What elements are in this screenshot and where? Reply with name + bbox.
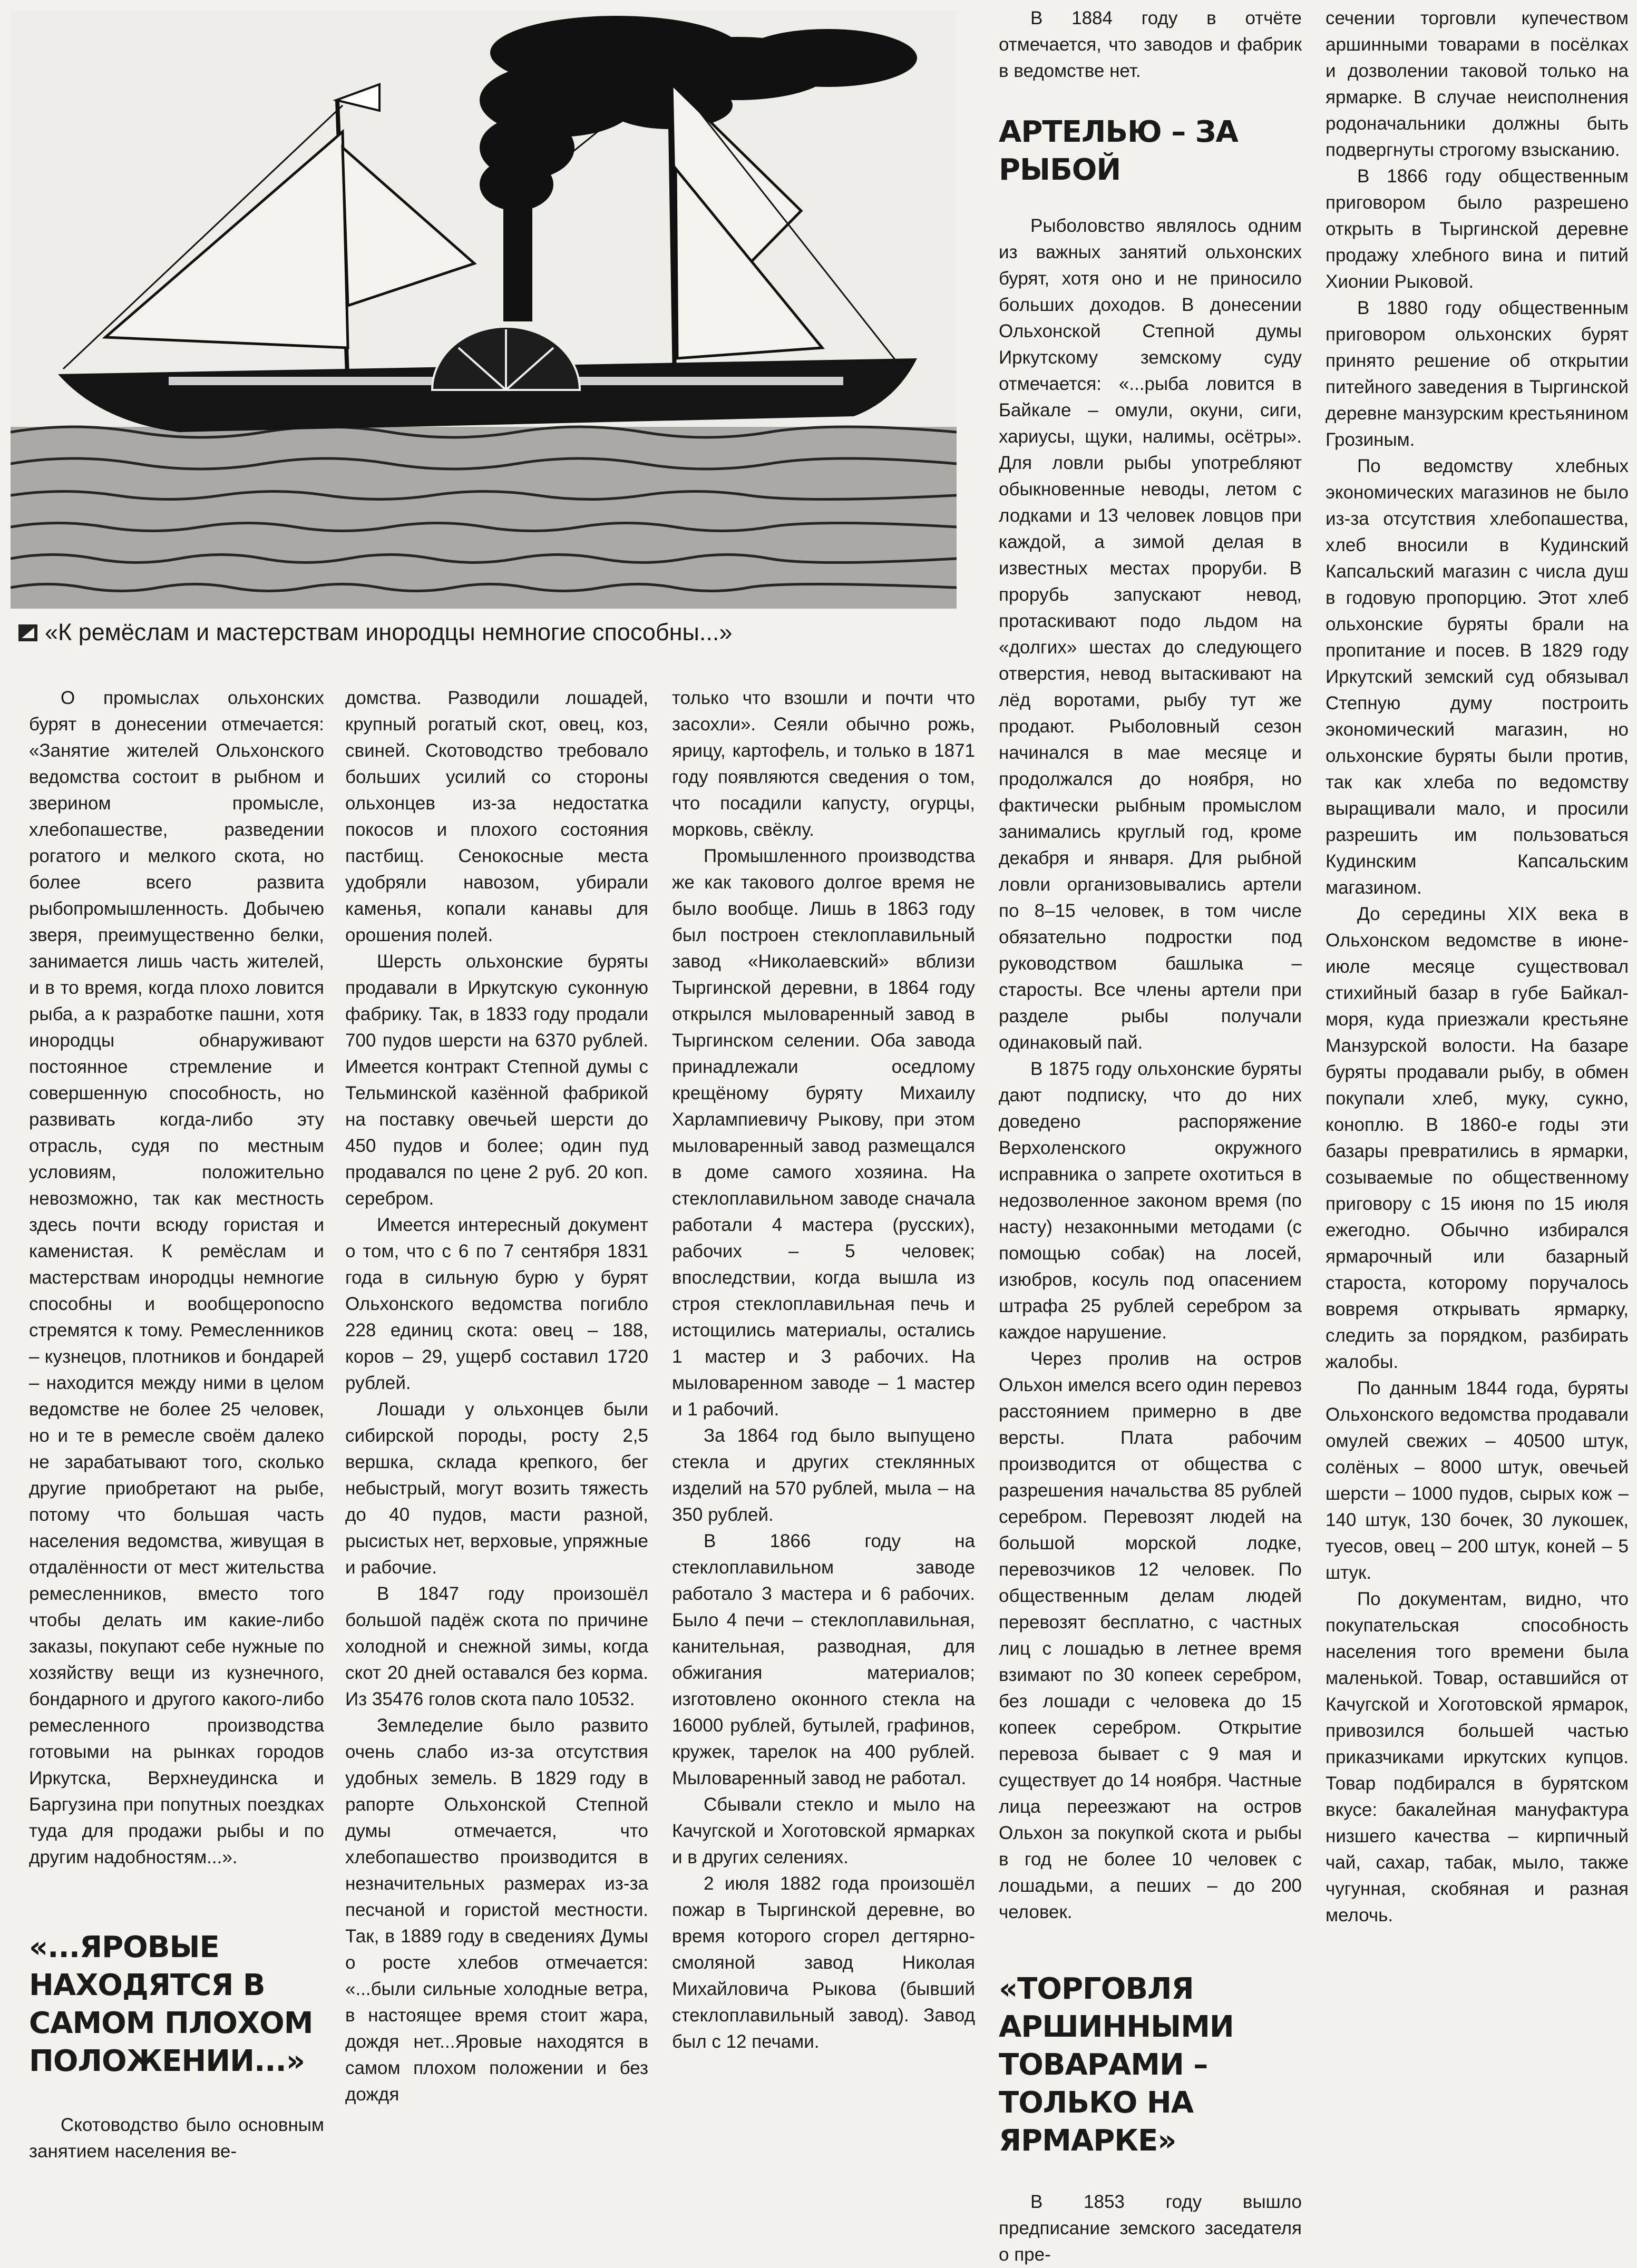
illustration-caption: [18, 617, 957, 648]
col3-paragraph: 2 июля 1882 года произошёл пожар в Тыргинской деревне, во время которого сгорел дегтярно-смоляной завод Николая Михайловича Рыкова (бывший стеклоплавильный завод). Завод был с 12 печами.: [672, 1873, 975, 2052]
col3-paragraph: За 1864 год было выпущено стекла и других стеклянных изделий на 570 рублей, мыла – на 350 рублей.: [672, 1425, 975, 1525]
col2-paragraph: В 1847 году произошёл большой падёж скота по причине холодной и снежной зимы, когда скот 20 дней оставался без корма. Из 35476 голов скота пало 10532.: [345, 1583, 648, 1709]
col5-paragraph: В 1866 году общественным приговором было разрешено открыть в Тыргинской деревне продажу хлебного вина и питий Хионии Рыковой.: [1326, 166, 1629, 292]
col3-paragraph: Промышленного производства же как такового долгое время не было вообще. Лишь в 1863 году был построен стеклоплавильный завод «Николаевский» вблизи Тыргинской деревни, в 1864 году открылся мыловаренный завод в Тыргинском селении. Оба завода принадлежали оседлому крещёному буряту Михаилу Харлампиевичу Рыкову, при этом мыловаренный завод размещался в доме самого хозяина. На стеклоплавильном заводе сначала работали 4 мастера (русских), рабочих – 5 человек; впоследствии, когда вышла из строя стеклоплавильная печь и истощились материалы, остались 1 мастер и 3 рабочих. На мыловаренном заводе – 1 мастер и 1 рабочий.: [672, 846, 975, 1420]
col2-paragraph: домства. Разводили лошадей, крупный рогатый скот, овец, коз, свиней. Скотоводство требовало больших усилий со стороны ольхонцев из-за недостатка покосов и плохого состояния пастбищ. Сенокосные места удобряли навозом, убирали каменья, копали канавы для орошения полей.: [345, 688, 648, 945]
col4-intro: В 1884 году в отчёте отмечается, что заводов и фабрик в ведомстве нет.: [999, 8, 1302, 81]
steamship-illustration: [11, 11, 957, 609]
pennant: [336, 84, 379, 111]
column-1: [29, 685, 324, 2165]
col2-paragraph: Земледелие было развито очень слабо из-за отсутствия удобных земель. В 1829 году в рапорте Ольхонской Степной думы отмечается, что хлебопашество производится в незначительных размерах из-за песчаной и гористой местности. Так, в 1889 году в сведениях Думы о росте хлебов отмечается: «...были сильные холодные ветра, в настоящее время стоит жара, дождя нет...Яровые находятся в самом плохом положении и без дождя: [345, 1715, 648, 2105]
steamship-drawing: [11, 11, 957, 609]
caption-marker-icon: [18, 624, 37, 641]
col4-paragraph: Рыболовство являлось одним из важных занятий ольхонских бурят, хотя оно и не приносило больших доходов. В донесении Ольхонской Степной думы Иркутскому земскому суду отмечается: «...рыба ловится в Байкале – омули, окуни, сиги, хариусы, щуки, налимы, осётры». Для ловли рыбы употребляют обыкновенные неводы, летом с лодками и 13 человек ловцов при каждой, а зимой делая в известных местах проруби. В прорубь запускают невод, протаскивают подо льдом на «долгих» шестах до следующего отверстия, невод вытаскивают на лёд воротами, рыбу тут же продают. Рыболовный сезон начинался в мае месяце и продолжался до ноября, но фактически рыбным промыслом занимались круглый год, кроме декабря и января. Для рыбной ловли организовывались артели по 8–15 человек, в том числе обязательно подростки под руководством башлыка – старосты. Все члены артели при разделе рыбы получали одинаковый пай.: [999, 216, 1302, 1053]
col3-paragraph: только что взошли и почти что засохли». Сеяли обычно рожь, ярицу, картофель, и только в 1871 году появляются сведения о том, что посадили капусту, огурцы, морковь, свёклу.: [672, 688, 975, 840]
column-2: [345, 685, 648, 2108]
col4-paragraph: Через пролив на остров Ольхон имелся всего один перевоз расстоянием примерно в две версты. Плата рабочим производится от общества с разрешения начальства 85 рублей серебром. Перевозят людей на большой морской лодке, перевозчиков 12 человек. По общественным делам людей перевозят бесплатно, с частных лиц с лошадью в летнее время взимают по 30 копеек серебром, без лошади с человека до 15 копеек серебром. Открытие перевоза бывает с 9 мая и существует до 14 ноября. Частные лица переезжают на остров Ольхон за покупкой скота и рыбы в год не более 10 человек с лошадьми, а пеших – до 200 человек.: [999, 1348, 1302, 1922]
col4-heading-2: «ТОРГОВЛЯ АРШИННЫМИ ТОВАРАМИ – ТОЛЬКО НА ЯРМАРКЕ»: [999, 1972, 1234, 2158]
funnel: [503, 184, 532, 321]
sails: [105, 84, 822, 358]
col2-paragraph: Шерсть ольхонские буряты продавали в Иркутскую суконную фабрику. Так, в 1833 году продали 700 пудов шерсти на 6370 рублей. Имеется контракт Степной думы с Тельминской казённой фабрикой на поставку овечьей шерсти до 450 пудов и более; один пуд продавался по цене 2 руб. 20 коп. серебром.: [345, 951, 648, 1209]
col5-paragraph: По ведомству хлебных экономических магазинов не было из-за отсутствия хлебопашества, хлеб вносили в Кудинский Капсальский магазин с числа душ в годовую пропорцию. Этот хлеб ольхонские буряты брали на пропитание и посев. В 1829 году Иркутский земский суд обязывал Степную думу построить экономический магазин, но ольхонские буряты были против, так как хлеба по ведомству выращивали мало, и просили разрешить им пользоваться Кудинским Капсальским магазином.: [1326, 456, 1629, 898]
col5-paragraph: В 1880 году общественным приговором ольхонских бурят принято решение об открытии питейного заведения в Тыргинской деревне манзурским крестьянином Грозиным.: [1326, 298, 1629, 450]
col3-paragraph: Сбывали стекло и мыло на Качугской и Хоготовской ярмарках и в других селениях.: [672, 1794, 975, 1868]
col4-heading: АРТЕЛЬЮ – ЗА РЫБОЙ: [999, 115, 1238, 187]
col1-tail: Скотоводство было основным занятием населения ве-: [29, 2115, 324, 2162]
col1-heading: «...ЯРОВЫЕ НАХОДЯТСЯ В САМОМ ПЛОХОМ ПОЛОЖЕНИИ...»: [29, 1930, 313, 2078]
col3-paragraph: В 1866 году на стеклоплавильном заводе работало 3 мастера и 6 рабочих. Было 4 печи – стеклоплавильная, канительная, разводная, для обжигания материалов; изготовлено оконного стекла на 16000 рублей, бутылей, графинов, кружек, тарелок на 400 рублей. Мыловаренный завод не работал.: [672, 1531, 975, 1788]
col2-paragraph: Лошади у ольхонцев были сибирской породы, росту 2,5 вершка, склада крепкого, бег небыстрый, могут возить тяжесть до 40 пудов, масти разной, рысистых нет, верховые, упряжные и рабочие.: [345, 1399, 648, 1578]
column-4: [999, 5, 1302, 2268]
col5-paragraph: По данным 1844 года, буряты Ольхонского ведомства продавали омулей свежих – 40500 штук, солёных – 8000 штук, овечьей шерсти – 1000 пудов, сырых кож – 140 штук, 130 бочек, 30 лукошек, туесов, овец – 200 штук, коней – 5 штук.: [1326, 1378, 1629, 1583]
column-5: [1326, 5, 1629, 1929]
caption-text: «К ремёслам и мастерствам инородцы немногие способны...»: [45, 619, 733, 646]
col5-paragraph: По документам, видно, что покупательская способность населения того времени была маленькой. Товар, оставшийся от Качугской и Хоготовской ярмарок, привозился большей частью приказчиками иркутских купцов. Товар подбирался в бурятском вкусе: бакалейная мануфактура низшего качества – кирпичный чай, сахар, табак, мыло, также чугунная, скобяная и разная мелочь.: [1326, 1589, 1629, 1925]
column-3: [672, 685, 975, 2055]
col5-paragraph: сечении торговли купечеством аршинными товарами в посёлках и дозволении таковой только на ярмарке. В случае неисполнения родоначальники должны быть подвергнуты строгому взысканию.: [1326, 8, 1629, 160]
col4-tail: В 1853 году вышло предписание земского заседателя о пре-: [999, 2192, 1302, 2265]
col1-paragraph: О промыслах ольхонских бурят в донесении отмечается: «Занятие жителей Ольхонского ведомства состоит в рыбном и зверином промысле, хлебопашестве, разведении рогатого и мелкого скота, но более всего развита рыбопромышленность. Добычею зверя, преимущественно белки, занимается лишь часть жителей, и в то время, когда плохо ловится рыба, а к разработке пашни, хотя инородцы обнаруживают постоянное стремление и совершенную способность, но развивать когда-либо эту отрасль, судя по местным условиям, положительно невозможно, так как местность здесь почти всюду гористая и каменистая. К ремёслам и мастерствам инородцы немногие способны и вообщеponocno стремятся к тому. Ремесленников – кузнецов, плотников и бондарей – находится между ними в целом ведомстве не более 25 человек, но и те в ремесле своём далеко не зарабатывают того, сколько другие приобретают на рыбе, потому что большая часть населения ведомства, живущая в отдалённости от мест жительства ремесленников, вместо того чтобы делать им какие-либо заказы, покупают себе нужные по хозяйству вещи из кузнечного, бондарного и другого какого-либо ремесленного производства готовыми на рынках городов Иркутска, Верхнеудинска и Баргузина при попутных поездках туда для продажи рыбы и по другим надобностям...».: [29, 688, 324, 1868]
col2-paragraph: Имеется интересный документ о том, что с 6 по 7 сентября 1831 года в сильную бурю у бурят Ольхонского ведомства погибло 228 единиц скота: овец – 188, коров – 29, ущерб составил 1720 рублей.: [345, 1215, 648, 1393]
col5-paragraph: До середины XIX века в Ольхонском ведомстве в июне-июле месяце существовал стихийный базар в губе Байкал-моря, куда приезжали крестьяне Манзурской волости. На базаре буряты продавали рыбу, в обмен покупали хлеб, муку, сукно, коноплю. В 1860-е годы эти базары превратились в ярмарки, созываемые по общественному приговору с 15 июня по 15 июля ежегодно. Обычно избирался ярмарочный или базарный староста, которому поручалось вовремя открывать ярмарку, следить за порядком, разбирать жалобы.: [1326, 904, 1629, 1372]
col4-paragraph: В 1875 году ольхонские буряты дают подписку, что до них доведено распоряжение Верхоленского окружного исправника о запрете охотиться в недозволенное законом время (по насту) незаконными методами (с помощью собак) на лосей, изюбров, косуль под опасением штрафа 25 рублей серебром за каждое нарушение.: [999, 1059, 1302, 1343]
